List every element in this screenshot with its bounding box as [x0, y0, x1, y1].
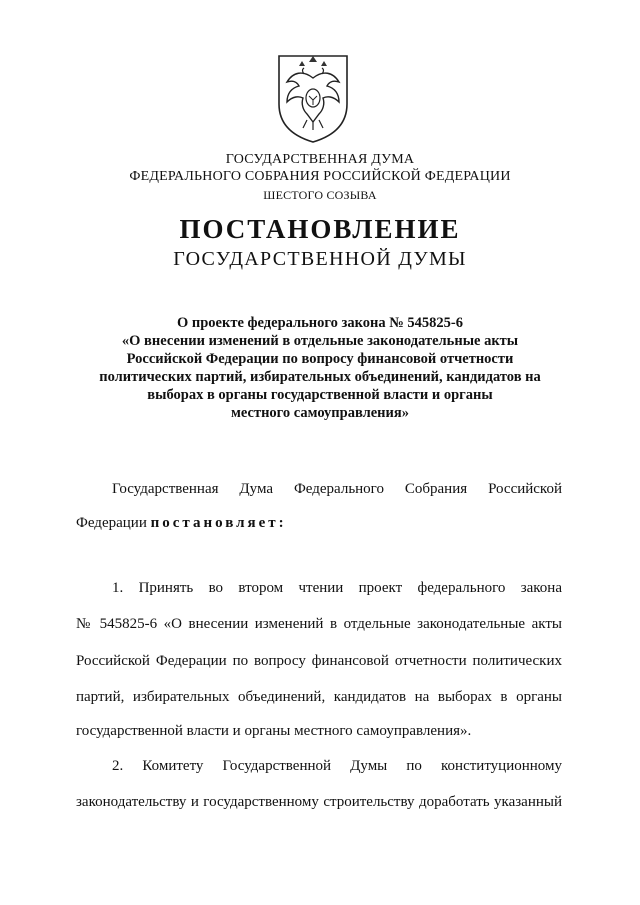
item1-line: государственной власти и органы местного самоуправления».: [76, 723, 472, 739]
subject-line: местного самоуправления»: [231, 405, 409, 421]
resolution-verb: постановляет:: [150, 515, 287, 531]
item2-line: 2. Комитету Государственной Думы по конституционному: [112, 758, 562, 774]
document-subtitle: ГОСУДАРСТВЕННОЙ ДУМЫ: [173, 248, 467, 270]
preamble-prefix: Федерации: [76, 515, 151, 531]
preamble-line: Государственная Дума Федерального Собрания Российской: [112, 481, 562, 497]
item1-line: 1. Принять во втором чтении проект федерального закона: [112, 580, 562, 596]
item2-line: законодательству и государственному строительству доработать указанный: [76, 794, 562, 810]
document-title: ПОСТАНОВЛЕНИЕ: [179, 214, 461, 244]
subject-line: О проекте федерального закона № 545825-6: [176, 315, 464, 331]
header-line-duma: ГОСУДАРСТВЕННАЯ ДУМА: [225, 152, 415, 167]
subject-line: «О внесении изменений в отдельные законодательные акты: [121, 333, 519, 349]
subject-line: политических партий, избирательных объединений, кандидатов на: [99, 369, 541, 385]
subject-line: Российской Федерации по вопросу финансовой отчетности: [126, 351, 514, 367]
item1-line: Российской Федерации по вопросу финансовой отчетности политических: [76, 653, 562, 669]
item1-line: партий, избирательных объединений, кандидатов на выборах в органы: [76, 689, 562, 705]
preamble-line: [76, 513, 287, 533]
subject-line: выборах в органы государственной власти и органы: [147, 387, 493, 403]
header-line-assembly: ФЕДЕРАЛЬНОГО СОБРАНИЯ РОССИЙСКОЙ ФЕДЕРАЦИИ: [129, 169, 511, 184]
item1-line: № 545825-6 «О внесении изменений в отдельные законодательные акты: [76, 616, 562, 632]
header-line-convocation: ШЕСТОГО СОЗЫВА: [263, 188, 377, 202]
coat-of-arms-emblem: [273, 52, 353, 144]
